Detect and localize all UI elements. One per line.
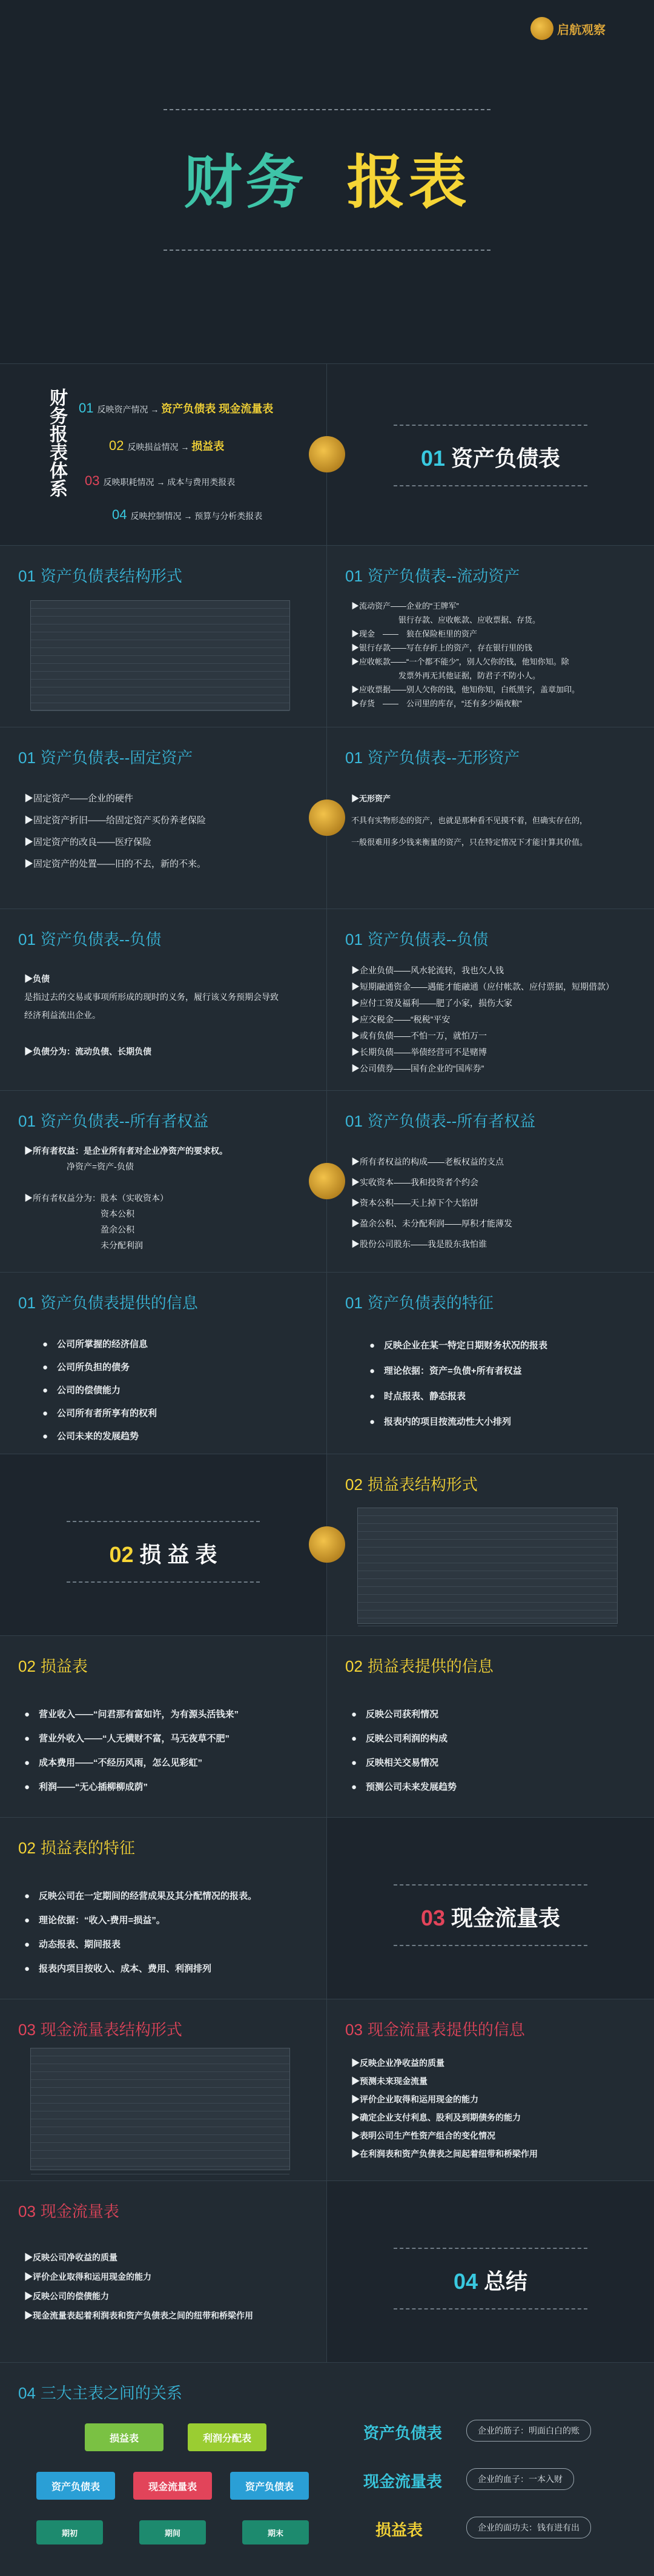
logo-icon xyxy=(309,436,345,472)
card-num: 01 xyxy=(345,1112,363,1130)
text-line: ▶应交税金——“税税”平安 xyxy=(351,1015,451,1024)
card-title-text: 资产负债表--负债 xyxy=(40,930,162,949)
card-body xyxy=(24,1884,308,1981)
card-is-basic xyxy=(0,1635,327,1817)
text-line: ▶盈余公积、未分配利润——厚积才能薄发 xyxy=(351,1219,512,1228)
toc-num: 01 xyxy=(79,400,94,416)
toc-item xyxy=(109,438,224,454)
card-is-feat xyxy=(0,1817,327,1999)
card-title-text: 资产负债表--所有者权益 xyxy=(367,1112,536,1130)
divider xyxy=(394,1884,587,1886)
section-title: 损 益 表 xyxy=(139,1542,217,1567)
text-line: 经济利益流出企业。 xyxy=(24,1010,101,1020)
card-bs-form xyxy=(0,545,327,727)
toc-num: 02 xyxy=(109,438,124,453)
section-num: 02 xyxy=(109,1542,134,1567)
card-title xyxy=(18,2199,119,2222)
title-part-a: 财务 xyxy=(183,150,308,215)
toc-num: 03 xyxy=(85,473,100,488)
card-title-text: 损益表的特征 xyxy=(40,1839,135,1857)
statement-image xyxy=(30,600,290,710)
section-heading xyxy=(0,1538,326,1569)
card-title-text: 三大主表之间的关系 xyxy=(40,2384,182,2402)
section-title: 总结 xyxy=(484,2269,528,2294)
text-line: ● 动态报表、期间报表 xyxy=(24,1939,121,1950)
toc-text: 反映控制情况 → 预算与分析类报表 xyxy=(130,511,263,521)
text-line: ▶在利润表和资产负债表之间起着纽带和桥梁作用 xyxy=(351,2149,538,2159)
hero-section xyxy=(0,0,654,363)
text-line: ▶存货 —— 公司里的库存，“还有多少隔夜粮” xyxy=(351,699,522,708)
relation-desc: 企业的面功夫：钱有进有出 xyxy=(466,2517,591,2538)
relation-name: 损益表 xyxy=(375,2521,423,2539)
card-title xyxy=(18,927,161,950)
statement-image xyxy=(30,2048,290,2170)
text-line: ▶现金流量表起着利润表和资产负债表之间的纽带和桥梁作用 xyxy=(24,2311,253,2320)
card-title xyxy=(18,746,193,768)
card-num: 02 xyxy=(345,1657,363,1675)
text-line: ▶反映企业净收益的质量 xyxy=(351,2058,444,2068)
card-body xyxy=(24,1143,308,1253)
card-title-text: 资产负债表--负债 xyxy=(367,930,489,949)
toc-item xyxy=(79,400,273,416)
toc-num: 04 xyxy=(112,507,127,522)
card-body xyxy=(351,599,636,710)
text-line: ▶应付工资及福利——肥了小家，损伤大家 xyxy=(351,998,512,1008)
logo-icon xyxy=(309,1526,345,1563)
section-num: 01 xyxy=(420,446,445,471)
divider xyxy=(164,109,490,110)
card-bs-equity2 xyxy=(327,1090,654,1272)
logo-icon xyxy=(309,1163,345,1199)
card-num: 01 xyxy=(18,749,36,767)
brand-logo xyxy=(530,17,606,40)
card-bs-equity xyxy=(0,1090,327,1272)
toc-text: 反映损益情况 → xyxy=(127,442,190,452)
text-line: ▶公司债券——国有企业的“国库券” xyxy=(351,1064,484,1073)
relation-desc: 企业的筋子：明面白白的账 xyxy=(466,2420,591,2442)
relation-name: 资产负债表 xyxy=(363,2424,443,2442)
text-line: 不具有实物形态的资产，也就是那种看不见摸不着，但确实存在的， xyxy=(351,816,588,825)
text-line: ● 反映相关交易情况 xyxy=(351,1758,439,1768)
text-line: ▶固定资产——企业的硬件 xyxy=(24,793,134,804)
flow-timeline xyxy=(36,2520,309,2551)
section-num: 04 xyxy=(453,2269,478,2294)
divider xyxy=(394,2308,587,2309)
card-title-text: 资产负债表结构形式 xyxy=(40,567,182,585)
text-line: ● 反映公司在一定期间的经营成果及其分配情况的报表。 xyxy=(24,1891,257,1901)
text-line: ▶应收票据——别人欠你的钱，他知你知，白纸黑字，盖章加印。 xyxy=(351,685,580,694)
text-line: ● 营业外收入——“人无横财不富，马无夜草不肥” xyxy=(24,1733,230,1744)
card-num: 01 xyxy=(345,567,363,585)
card-bs-info xyxy=(0,1272,327,1454)
text-line: ● 时点报表、静态报表 xyxy=(369,1391,466,1402)
card-title-text: 现金流量表 xyxy=(40,2202,119,2220)
toc-panel xyxy=(0,363,327,545)
card-is-form xyxy=(327,1454,654,1635)
text-line: ▶所有者权益分为：股本（实收资本） xyxy=(24,1193,168,1203)
card-body xyxy=(369,1333,636,1435)
relation-name: 现金流量表 xyxy=(363,2472,443,2491)
text-line: ● 报表内的项目按流动性大小排列 xyxy=(369,1417,512,1427)
text-line: 是指过去的交易或事项所形成的现时的义务，履行该义务预期会导致 xyxy=(24,992,279,1002)
text-line: ▶负债 xyxy=(24,974,50,984)
text-line: ▶或有负债——不怕一万，就怕万一 xyxy=(351,1031,487,1041)
text-line: ● 反映企业在某一特定日期财务状况的报表 xyxy=(369,1340,548,1351)
text-line: ▶固定资产的处置——旧的不去，新的不来。 xyxy=(24,859,206,869)
card-body xyxy=(24,788,308,875)
card-num: 04 xyxy=(18,2384,36,2402)
card-title-text: 损益表 xyxy=(40,1657,88,1675)
card-bs-liab xyxy=(0,909,327,1090)
text-line: ▶资本公积——天上掉下个大馅饼 xyxy=(351,1198,478,1208)
text-line: ● 利润——“无心插柳柳成荫” xyxy=(24,1782,148,1792)
text-line: 资本公积 xyxy=(24,1209,134,1219)
text-line: ▶流动资产——企业的“王牌军” xyxy=(351,601,459,611)
card-num: 03 xyxy=(18,2202,36,2220)
card-cf-info xyxy=(327,1999,654,2180)
text-line: ▶表明公司生产性资产组合的变化情况 xyxy=(351,2131,495,2141)
statement-image xyxy=(357,1508,618,1624)
text-line: ▶银行存款——写在存折上的资产，存在银行里的钱 xyxy=(351,643,533,652)
toc-highlight: 资产负债表 现金流量表 xyxy=(161,403,274,415)
toc-text: 反映资产情况 → xyxy=(97,405,159,414)
card-title xyxy=(18,2381,182,2403)
text-line: ▶股份公司股东——我是股东我怕谁 xyxy=(351,1239,487,1249)
text-line: ● 营业收入——“问君那有富如许，为有源头活钱来” xyxy=(24,1709,239,1720)
text-line: ● 公司的偿债能力 xyxy=(42,1385,121,1396)
card-title-text: 损益表结构形式 xyxy=(367,1475,478,1494)
card-title xyxy=(18,564,182,586)
toc-highlight: 损益表 xyxy=(191,440,225,452)
flow-box-income: 损益表 xyxy=(85,2423,164,2451)
card-body xyxy=(351,788,636,853)
text-line: ▶所有者权益的构成——老板权益的支点 xyxy=(351,1157,504,1167)
text-line: ▶反映公司净收益的质量 xyxy=(24,2253,117,2262)
card-body xyxy=(42,1333,308,1448)
card-title-text: 资产负债表--无形资产 xyxy=(367,749,520,767)
divider xyxy=(394,485,587,486)
text-line: 净资产=资产-负债 xyxy=(24,1162,134,1171)
card-body xyxy=(351,1151,636,1254)
card-num: 01 xyxy=(18,930,36,949)
text-line: ▶长期负债——举债经营可不是赌博 xyxy=(351,1047,487,1057)
text-line: ● 反映公司获利情况 xyxy=(351,1709,439,1720)
text-line: ● 反映公司利润的构成 xyxy=(351,1733,448,1744)
text-line: ● 成本费用——“不经历风雨，怎么见彩虹” xyxy=(24,1758,203,1768)
divider xyxy=(164,250,490,251)
card-title-text: 现金流量表提供的信息 xyxy=(367,2021,525,2039)
card-bs-intangible xyxy=(327,727,654,909)
text-line: ▶实收资本——我和投资者个约会 xyxy=(351,1177,478,1187)
text-line: ● 公司所有者所享有的权利 xyxy=(42,1408,157,1419)
card-title-text: 资产负债表提供的信息 xyxy=(40,1294,198,1312)
card-title xyxy=(345,746,520,768)
text-line: ● 理论依据：资产=负债+所有者权益 xyxy=(369,1366,522,1376)
card-title-text: 现金流量表结构形式 xyxy=(40,2021,182,2039)
card-num: 03 xyxy=(345,2021,363,2039)
text-line: ▶现金 —— 狼在保险柜里的资产 xyxy=(351,629,478,638)
text-line xyxy=(24,1174,308,1190)
text-line: ● 公司所负担的债务 xyxy=(42,1362,130,1372)
toc-side-title: 财务报表体系 xyxy=(47,388,67,497)
text-line: ▶所有者权益：是企业所有者对企业净资产的要求权。 xyxy=(24,1146,228,1156)
text-line: ▶预测未来现金流量 xyxy=(351,2076,428,2086)
flow-box-bs-open: 资产负债表 xyxy=(36,2472,115,2500)
card-cf-basic xyxy=(0,2180,327,2362)
card-title-text: 资产负债表的特征 xyxy=(367,1294,494,1312)
card-relation xyxy=(0,2362,654,2576)
text-line: 银行存款、应收帐款、应收票据、存货。 xyxy=(351,615,541,624)
text-line xyxy=(24,1024,308,1042)
card-body xyxy=(24,970,308,1061)
divider xyxy=(67,1521,260,1522)
divider xyxy=(394,1945,587,1946)
text-line: ● 公司未来的发展趋势 xyxy=(42,1431,139,1442)
card-title xyxy=(18,1291,198,1313)
text-line: 一般很难用多少钱来衡量的资产，只在特定情况下才能计算其价值。 xyxy=(351,838,588,847)
section-divider-03 xyxy=(327,1817,654,1999)
text-line: ▶短期融通资金——遇能才能融通（应付帐款、应付票据，短期借款） xyxy=(351,982,614,992)
card-title xyxy=(18,1836,135,1858)
card-body xyxy=(351,962,636,1077)
divider xyxy=(394,2248,587,2249)
card-body xyxy=(351,1703,636,1800)
divider xyxy=(67,1581,260,1583)
card-title xyxy=(345,927,488,950)
text-line: 未分配利润 xyxy=(24,1240,143,1250)
card-num: 02 xyxy=(345,1475,363,1494)
card-bs-feat xyxy=(327,1272,654,1454)
text-line: ▶固定资产的改良——医疗保险 xyxy=(24,837,152,847)
text-line: ● 理论依据：“收入-费用=损益”。 xyxy=(24,1915,165,1925)
card-body xyxy=(24,2248,308,2325)
section-heading xyxy=(327,2265,654,2296)
card-title-text: 损益表提供的信息 xyxy=(367,1657,494,1675)
card-num: 01 xyxy=(345,1294,363,1312)
text-line: ▶负债分为：流动负债、长期负债 xyxy=(24,1047,151,1056)
text-line: ● 预测公司未来发展趋势 xyxy=(351,1782,457,1792)
flow-box-cashflow: 现金流量表 xyxy=(133,2472,212,2500)
card-num: 01 xyxy=(18,1112,36,1130)
section-divider-02 xyxy=(0,1454,327,1635)
card-title-text: 资产负债表--所有者权益 xyxy=(40,1112,209,1130)
card-body xyxy=(351,2054,636,2163)
text-line: 发票外再无其他证据，防君子不防小人。 xyxy=(351,671,541,680)
timeline-mid: 期间 xyxy=(139,2520,206,2545)
toc-item xyxy=(112,507,262,523)
text-line: ▶评价企业取得和运用现金的能力 xyxy=(351,2094,478,2104)
card-title xyxy=(345,1291,494,1313)
text-line: ▶反映公司的偿债能力 xyxy=(24,2291,109,2301)
card-title-text: 资产负债表--固定资产 xyxy=(40,749,193,767)
card-num: 02 xyxy=(18,1839,36,1857)
card-title xyxy=(345,1654,494,1677)
text-line: ▶无形资产 xyxy=(351,794,391,803)
text-line: ▶企业负债——风水轮流转，我也欠人钱 xyxy=(351,965,504,975)
brand-name: 启航观察 xyxy=(557,23,606,37)
card-body xyxy=(24,1703,308,1800)
card-num: 01 xyxy=(18,567,36,585)
toc-item xyxy=(85,473,235,489)
section-num: 03 xyxy=(420,1906,445,1930)
page-title xyxy=(0,136,654,219)
text-line: ● 报表内项目按收入、成本、费用、利润排列 xyxy=(24,1964,212,1974)
timeline-end: 期末 xyxy=(242,2520,309,2545)
logo-icon xyxy=(309,800,345,836)
card-num: 01 xyxy=(345,749,363,767)
card-is-info xyxy=(327,1635,654,1817)
text-line: ▶评价企业取得和运用现金的能力 xyxy=(24,2272,151,2282)
flow-box-bs-close: 资产负债表 xyxy=(230,2472,309,2500)
title-part-b: 报表 xyxy=(346,150,471,215)
text-line: 盈余公积 xyxy=(24,1225,134,1234)
brand-mark-icon xyxy=(530,17,553,40)
card-title xyxy=(18,1109,208,1131)
card-bs-liab2 xyxy=(327,909,654,1090)
section-title: 资产负债表 xyxy=(451,446,561,471)
divider xyxy=(394,425,587,426)
timeline-start: 期初 xyxy=(36,2520,103,2545)
card-bs-current xyxy=(327,545,654,727)
card-title xyxy=(18,1654,88,1677)
toc-text: 反映职耗情况 → 成本与费用类报表 xyxy=(103,477,236,487)
card-title xyxy=(345,2018,525,2040)
card-title xyxy=(345,1109,535,1131)
card-num: 03 xyxy=(18,2021,36,2039)
card-title xyxy=(18,2018,182,2040)
relation-desc: 企业的血子：一本入财 xyxy=(466,2468,574,2490)
section-heading xyxy=(327,442,654,472)
flow-box-profit-dist: 利润分配表 xyxy=(188,2423,266,2451)
card-title xyxy=(345,564,520,586)
section-divider-01 xyxy=(327,363,654,545)
section-divider-04 xyxy=(327,2180,654,2362)
card-num: 02 xyxy=(18,1657,36,1675)
card-num: 01 xyxy=(18,1294,36,1312)
text-line: ▶应收帐款——“一个都不能少”，别人欠你的钱，他知你知。除 xyxy=(351,657,569,666)
text-line: ▶确定企业支付利息、股利及到期债务的能力 xyxy=(351,2113,521,2122)
card-cf-form xyxy=(0,1999,327,2180)
card-bs-fixed xyxy=(0,727,327,909)
section-heading xyxy=(327,1901,654,1932)
text-line: ▶固定资产折旧——给固定资产买份养老保险 xyxy=(24,815,206,826)
card-num: 01 xyxy=(345,930,363,949)
card-title-text: 资产负债表--流动资产 xyxy=(367,567,520,585)
text-line: ● 公司所掌握的经济信息 xyxy=(42,1339,148,1349)
section-title: 现金流量表 xyxy=(451,1906,561,1930)
card-title xyxy=(345,1472,478,1495)
